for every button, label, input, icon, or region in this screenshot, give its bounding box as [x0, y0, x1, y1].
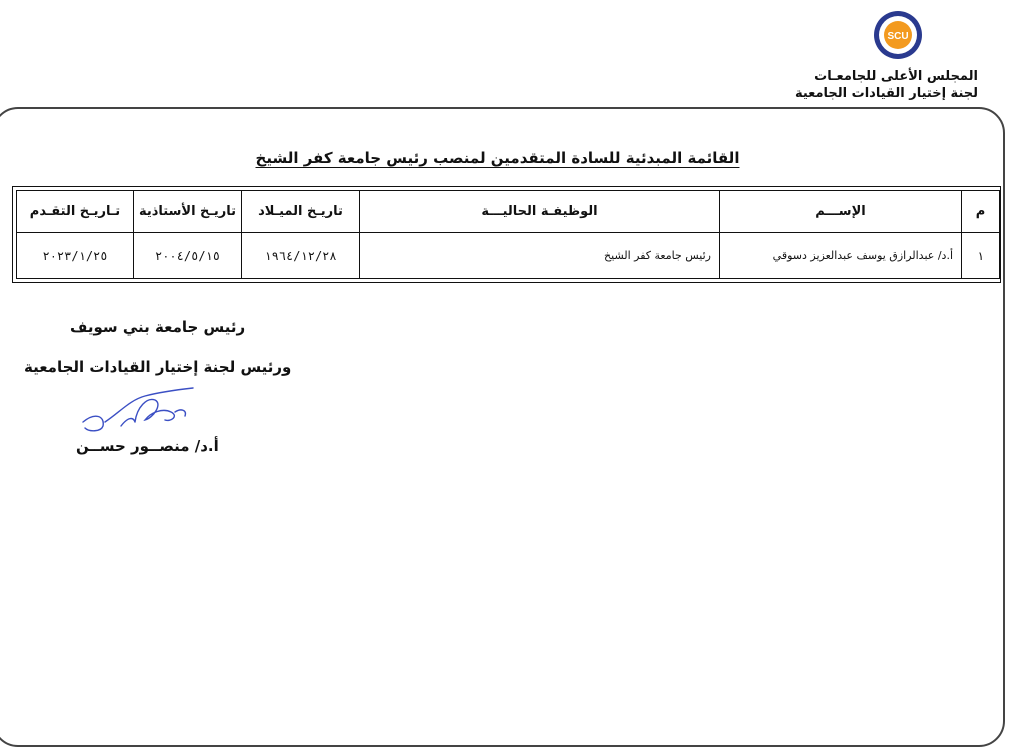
- cell-name: أ.د/ عبدالرازق يوسف عبدالعزيز دسوقي: [720, 233, 962, 279]
- column-header-birth-date: تاريـخ الميـلاد: [242, 191, 360, 233]
- applicants-table: [16, 190, 1000, 279]
- column-header-number: م: [962, 191, 1000, 233]
- cell-birth-date: ١٩٦٤/١٢/٢٨: [242, 233, 360, 279]
- cell-professorship-date: ٢٠٠٤/٥/١٥: [134, 233, 242, 279]
- column-header-current-position: الوظيفـة الحاليـــة: [360, 191, 720, 233]
- signatory-title: رئيس جامعة بني سويف: [70, 318, 246, 336]
- signatory-name: أ.د/ منصــور حســن: [76, 437, 219, 455]
- cell-application-date: ٢٠٢٣/١/٢٥: [17, 233, 134, 279]
- handwritten-signature: [75, 382, 205, 442]
- column-header-name: الإســـم: [720, 191, 962, 233]
- cell-current-position: رئيس جامعة كفر الشيخ: [360, 233, 720, 279]
- table-row: [17, 233, 1000, 279]
- org-name: المجلس الأعلى للجامعـات: [814, 69, 978, 84]
- column-header-application-date: تـاريـخ التقـدم: [17, 191, 134, 233]
- organization-header: [795, 68, 978, 102]
- column-header-professorship-date: تاريـخ الأستاذية: [134, 191, 242, 233]
- signatory-committee-title: ورئيس لجنة إختيار القيادات الجامعية: [24, 358, 292, 376]
- applicants-table-frame: [12, 186, 1001, 283]
- table-header-row: [17, 191, 1000, 233]
- scu-logo: [873, 10, 923, 60]
- cell-number: ١: [962, 233, 1000, 279]
- logo-text: SCU: [887, 31, 909, 42]
- committee-name: لجنة إختيار القيادات الجامعية: [794, 86, 978, 101]
- document-title: القائمة المبدئية للسادة المتقدمين لمنصب رئيس جامعة كفر الشيخ: [255, 149, 740, 167]
